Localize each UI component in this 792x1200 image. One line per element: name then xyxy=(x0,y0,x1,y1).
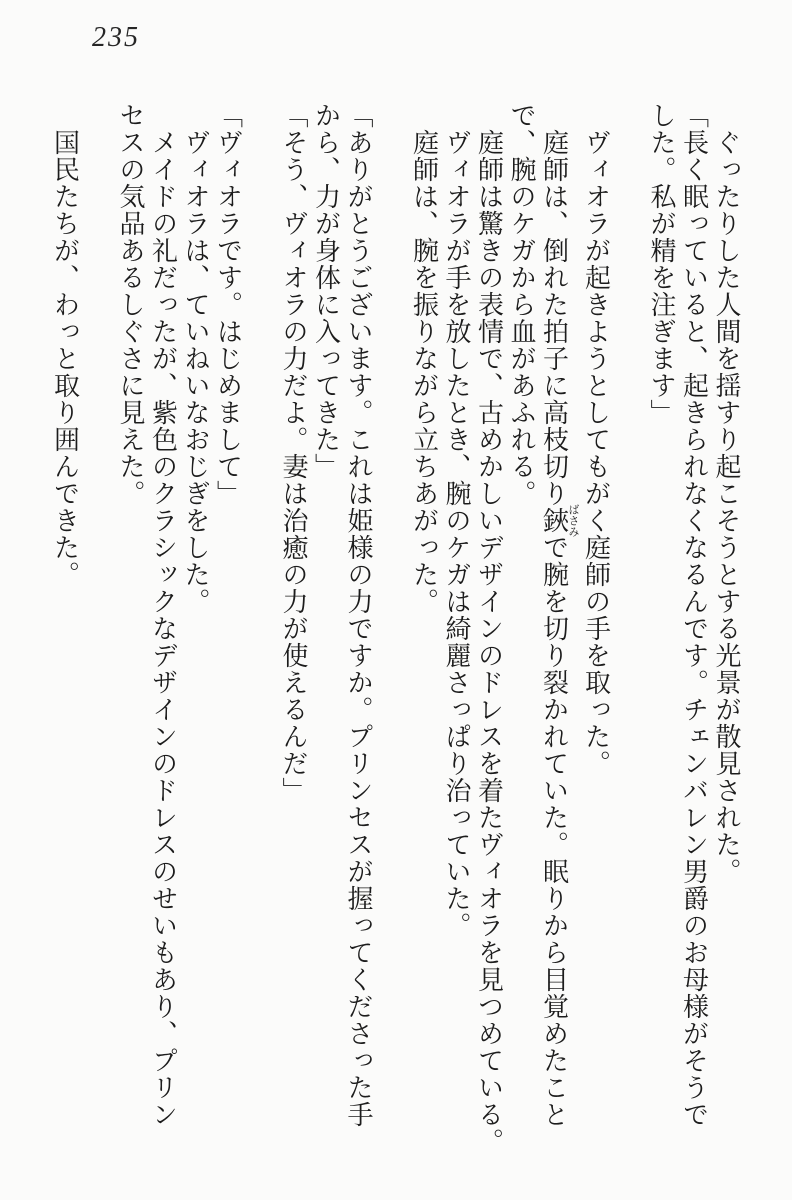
paragraph-group-4 xyxy=(114,102,244,1138)
ruby-base: 鋏 xyxy=(539,504,569,537)
paragraph-group-5 xyxy=(48,102,81,1138)
text-line: 「長く眠っていると、起きられなくなるんです。チェンバレン男爵のお母様がそうで xyxy=(679,102,709,1128)
text-line: から、力が身体に入ってきた」 xyxy=(311,102,341,480)
text-line: 庭師は、腕を振りながら立ちあがった。 xyxy=(409,129,439,615)
page-number: 235 xyxy=(92,22,140,53)
text-line: ぐったりした人間を揺すり起こそうとする光景が散見された。 xyxy=(712,129,741,885)
text-line: で、腕のケガから血があふれる。 xyxy=(507,102,536,507)
paragraph-group-2 xyxy=(407,102,612,1155)
text-line: 「ありがとうございます。これは姫様の力ですか。プリンセスが握ってくださった手 xyxy=(344,102,373,1128)
text-line: 庭師は驚きの表情で、古めかしいデザインのドレスを着たヴィオラを見つめている。 xyxy=(474,129,504,1155)
text-line: した。私が精を注ぎます」 xyxy=(647,102,676,426)
text-line: メイドの礼だったが、紫色のクラシックなデザインのドレスのせいもあり、プリン xyxy=(148,129,178,1128)
text-line: ヴィオラが手を放したとき、腕のケガは綺麗さっぱり治っていた。 xyxy=(442,129,471,939)
ruby-pre-text: 庭師は、倒れた拍子に高枝切り xyxy=(539,129,569,507)
paragraph-group-1 xyxy=(645,102,743,1138)
text-line: 「ヴィオラです。はじめまして」 xyxy=(213,102,243,507)
text-line: セスの気品あるしぐさに見えた。 xyxy=(116,102,145,507)
text-line: ヴィオラが起きようとしてもがく庭師の手を取った。 xyxy=(581,129,611,777)
text-line: 国民たちが、わっと取り囲んできた。 xyxy=(50,129,80,588)
ruby-furigana: ばさみ xyxy=(567,504,579,537)
ruby-hasami xyxy=(539,504,579,537)
text-line-with-ruby xyxy=(537,102,579,1138)
text-line: 「そう、ヴィオラの力だよ。妻は治癒の力が使えるんだ」 xyxy=(279,102,308,804)
text-body xyxy=(48,102,742,1155)
text-line: ヴィオラは、ていねいなおじぎをした。 xyxy=(181,129,210,615)
ruby-post-text: で腕を切り裂かれていた。眠りから目覚めたこと xyxy=(539,534,569,1128)
paragraph-group-3 xyxy=(277,102,375,1138)
